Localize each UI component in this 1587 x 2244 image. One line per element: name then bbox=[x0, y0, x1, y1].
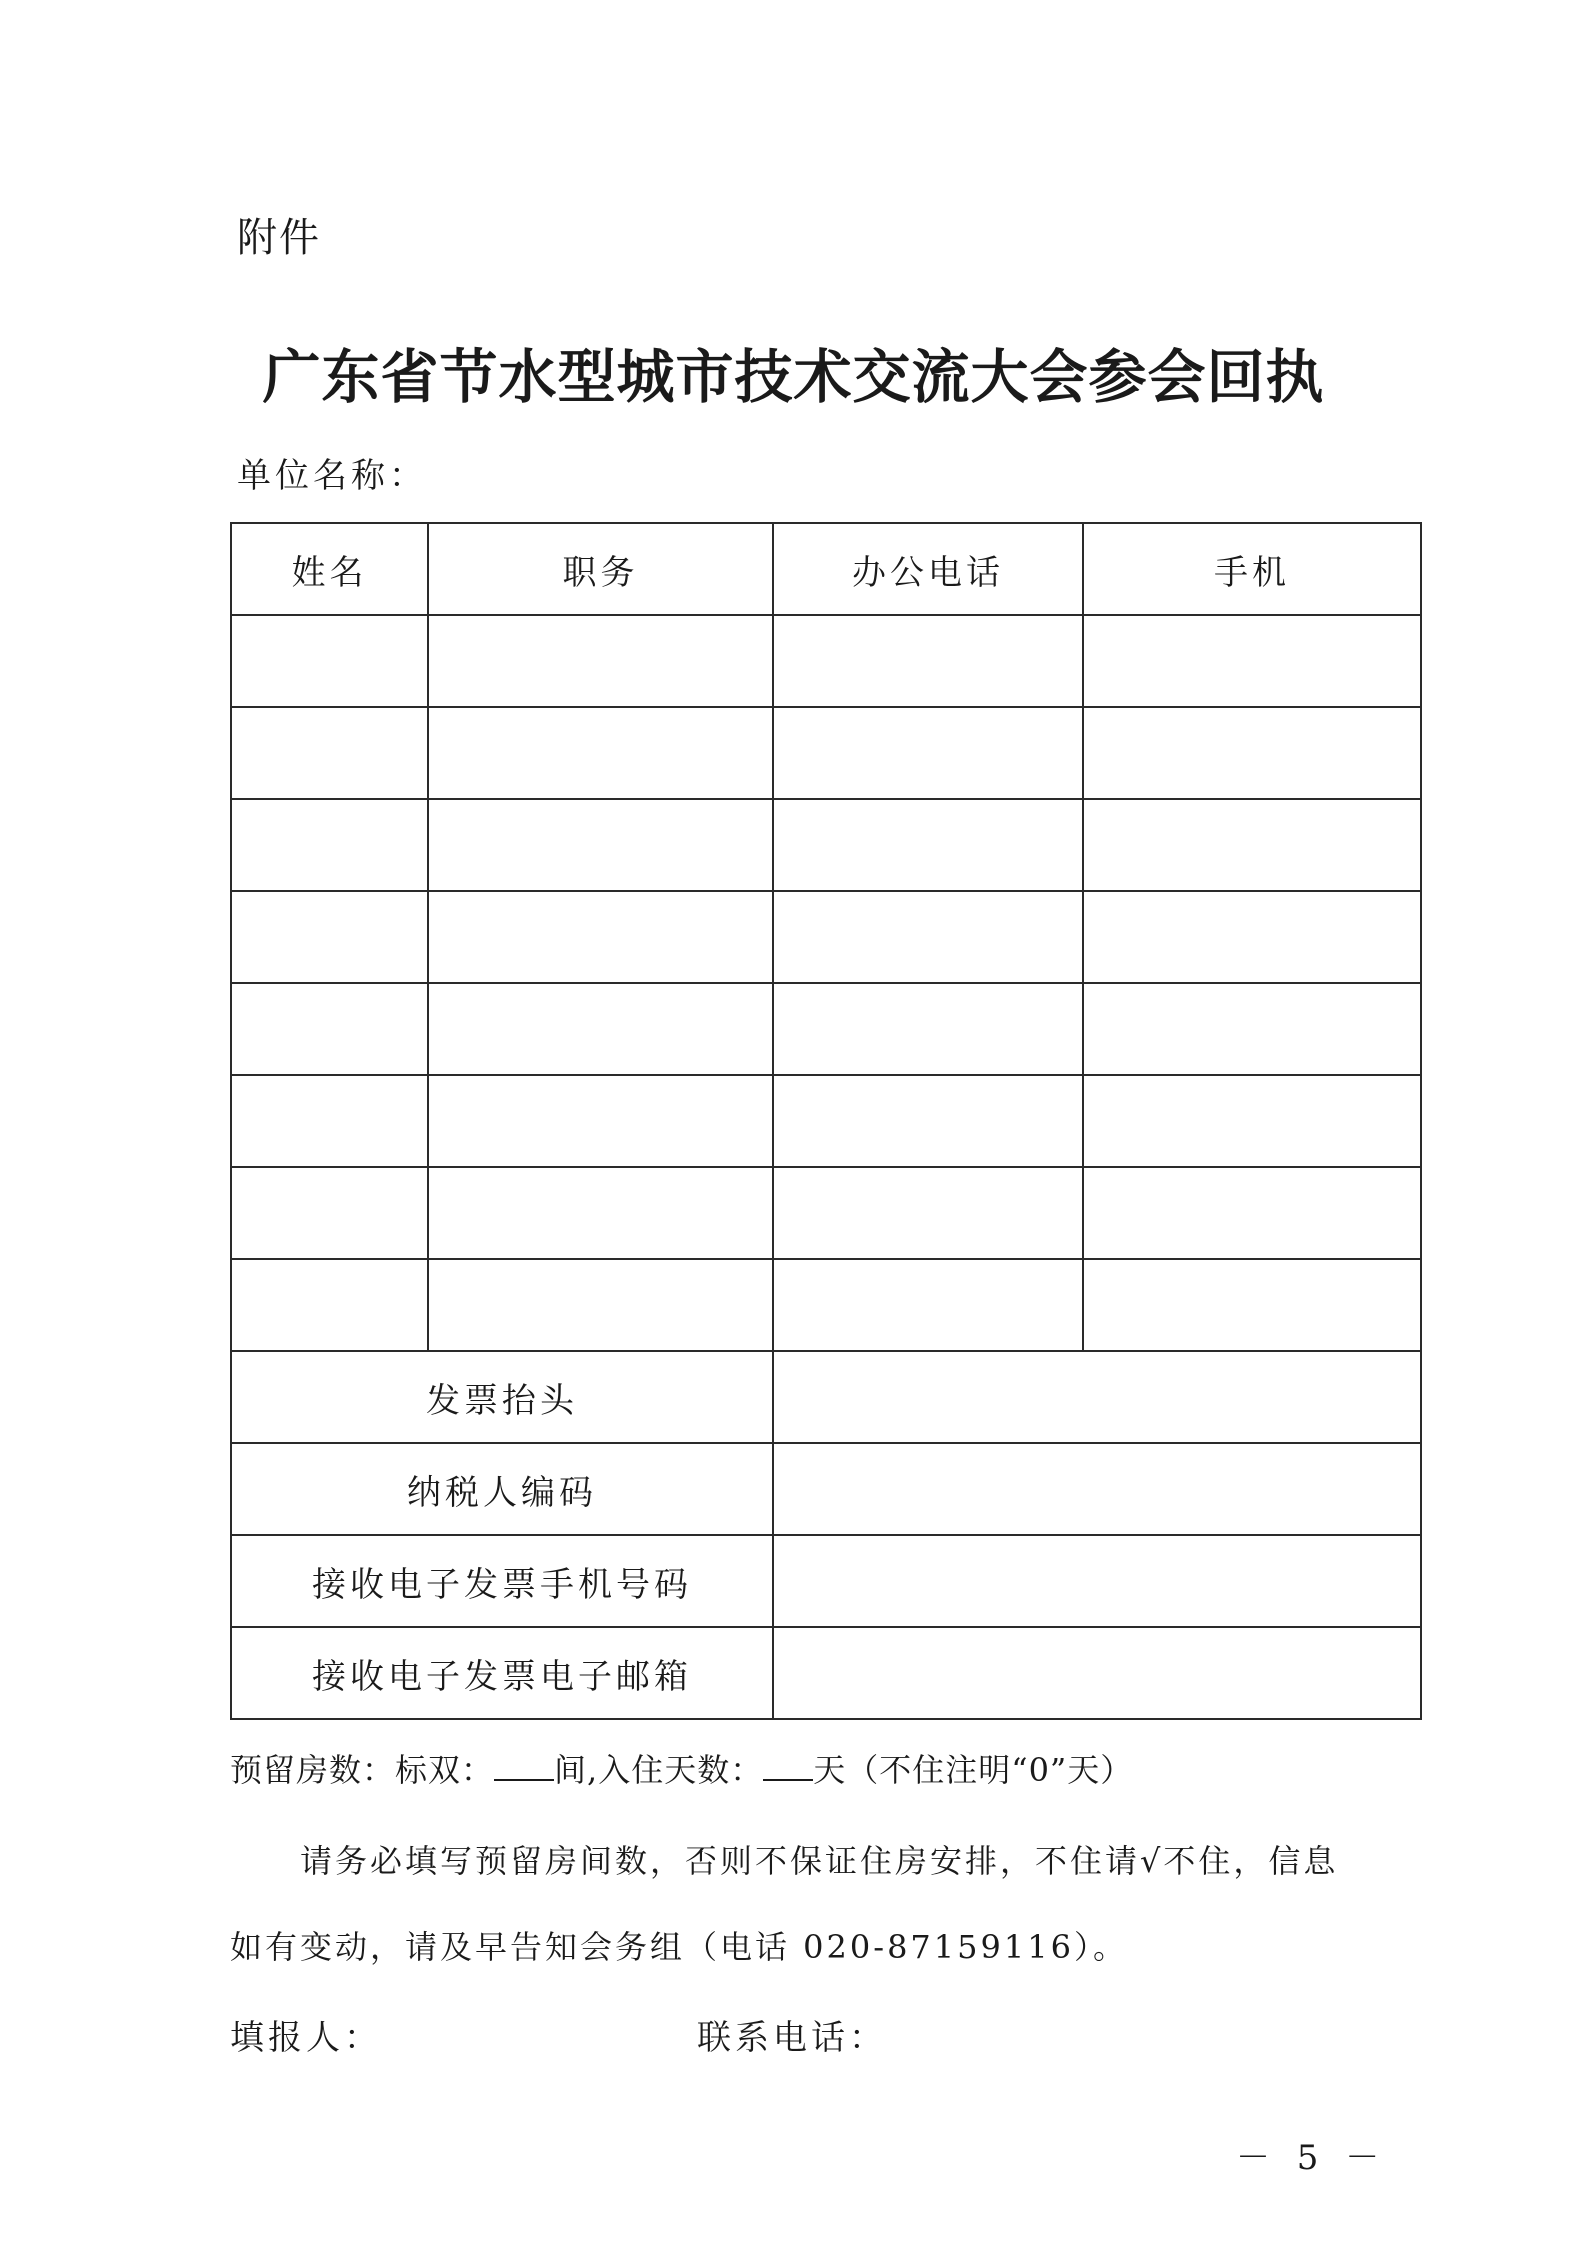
invoice-row bbox=[231, 1627, 1421, 1719]
invoice-email-field[interactable] bbox=[773, 1627, 1421, 1719]
invoice-email-label: 接收电子发票电子邮箱 bbox=[231, 1627, 773, 1719]
mobile-cell[interactable] bbox=[1083, 983, 1421, 1075]
office-phone-cell[interactable] bbox=[773, 983, 1083, 1075]
office-phone-cell[interactable] bbox=[773, 799, 1083, 891]
name-cell[interactable] bbox=[231, 983, 428, 1075]
office-phone-cell[interactable] bbox=[773, 707, 1083, 799]
name-cell[interactable] bbox=[231, 1075, 428, 1167]
instruction-line-2: 如有变动，请及早告知会务组（电话 020-87159116）。 bbox=[230, 1928, 1128, 1966]
office-phone-cell[interactable] bbox=[773, 891, 1083, 983]
name-cell[interactable] bbox=[231, 615, 428, 707]
table-row bbox=[231, 1259, 1421, 1351]
attachment-label: 附件 bbox=[237, 215, 321, 261]
office-phone-cell[interactable] bbox=[773, 1259, 1083, 1351]
instruction-line-1: 请务必填写预留房间数，否则不保证住房安排，不住请√不住，信息 bbox=[300, 1842, 1339, 1880]
invoice-mobile-field[interactable] bbox=[773, 1535, 1421, 1627]
mobile-cell[interactable] bbox=[1083, 707, 1421, 799]
mobile-cell[interactable] bbox=[1083, 1075, 1421, 1167]
form-title: 广东省节水型城市技术交流大会参会回执 bbox=[262, 343, 1325, 411]
name-cell[interactable] bbox=[231, 1167, 428, 1259]
room-note-rooms-suffix: 间,入住天数： bbox=[554, 1751, 764, 1789]
position-cell[interactable] bbox=[428, 983, 773, 1075]
office-phone-cell[interactable] bbox=[773, 1167, 1083, 1259]
room-note-days-suffix: 天（不住注明“0”天） bbox=[813, 1751, 1134, 1789]
name-cell[interactable] bbox=[231, 891, 428, 983]
table-header-row bbox=[231, 523, 1421, 615]
mobile-cell[interactable] bbox=[1083, 1167, 1421, 1259]
invoice-row bbox=[231, 1535, 1421, 1627]
invoice-title-label: 发票抬头 bbox=[231, 1351, 773, 1443]
position-cell[interactable] bbox=[428, 891, 773, 983]
filler-label: 填报人： bbox=[230, 2018, 382, 2058]
name-cell[interactable] bbox=[231, 1259, 428, 1351]
contact-phone-label: 联系电话： bbox=[697, 2018, 887, 2058]
taxpayer-id-field[interactable] bbox=[773, 1443, 1421, 1535]
mobile-cell[interactable] bbox=[1083, 615, 1421, 707]
table-row bbox=[231, 1075, 1421, 1167]
unit-name-label: 单位名称： bbox=[237, 456, 427, 496]
invoice-mobile-label: 接收电子发票手机号码 bbox=[231, 1535, 773, 1627]
invoice-row bbox=[231, 1351, 1421, 1443]
office-phone-cell[interactable] bbox=[773, 1075, 1083, 1167]
table-row bbox=[231, 1167, 1421, 1259]
header-office-phone: 办公电话 bbox=[773, 523, 1083, 615]
position-cell[interactable] bbox=[428, 1167, 773, 1259]
header-mobile: 手机 bbox=[1083, 523, 1421, 615]
mobile-cell[interactable] bbox=[1083, 799, 1421, 891]
days-blank[interactable] bbox=[763, 1751, 813, 1781]
table-row bbox=[231, 983, 1421, 1075]
taxpayer-id-label: 纳税人编码 bbox=[231, 1443, 773, 1535]
rooms-blank[interactable] bbox=[494, 1751, 554, 1781]
table-row bbox=[231, 891, 1421, 983]
page-number: － 5 － bbox=[1236, 2138, 1388, 2178]
room-reservation-note bbox=[230, 1745, 1133, 1791]
registration-table bbox=[230, 522, 1422, 1720]
position-cell[interactable] bbox=[428, 707, 773, 799]
invoice-title-field[interactable] bbox=[773, 1351, 1421, 1443]
table-row bbox=[231, 615, 1421, 707]
invoice-row bbox=[231, 1443, 1421, 1535]
mobile-cell[interactable] bbox=[1083, 1259, 1421, 1351]
position-cell[interactable] bbox=[428, 1075, 773, 1167]
table-row bbox=[231, 799, 1421, 891]
header-position: 职务 bbox=[428, 523, 773, 615]
name-cell[interactable] bbox=[231, 707, 428, 799]
position-cell[interactable] bbox=[428, 799, 773, 891]
room-note-prefix: 预留房数：标双： bbox=[230, 1751, 495, 1789]
mobile-cell[interactable] bbox=[1083, 891, 1421, 983]
position-cell[interactable] bbox=[428, 615, 773, 707]
table-row bbox=[231, 707, 1421, 799]
name-cell[interactable] bbox=[231, 799, 428, 891]
position-cell[interactable] bbox=[428, 1259, 773, 1351]
office-phone-cell[interactable] bbox=[773, 615, 1083, 707]
header-name: 姓名 bbox=[231, 523, 428, 615]
